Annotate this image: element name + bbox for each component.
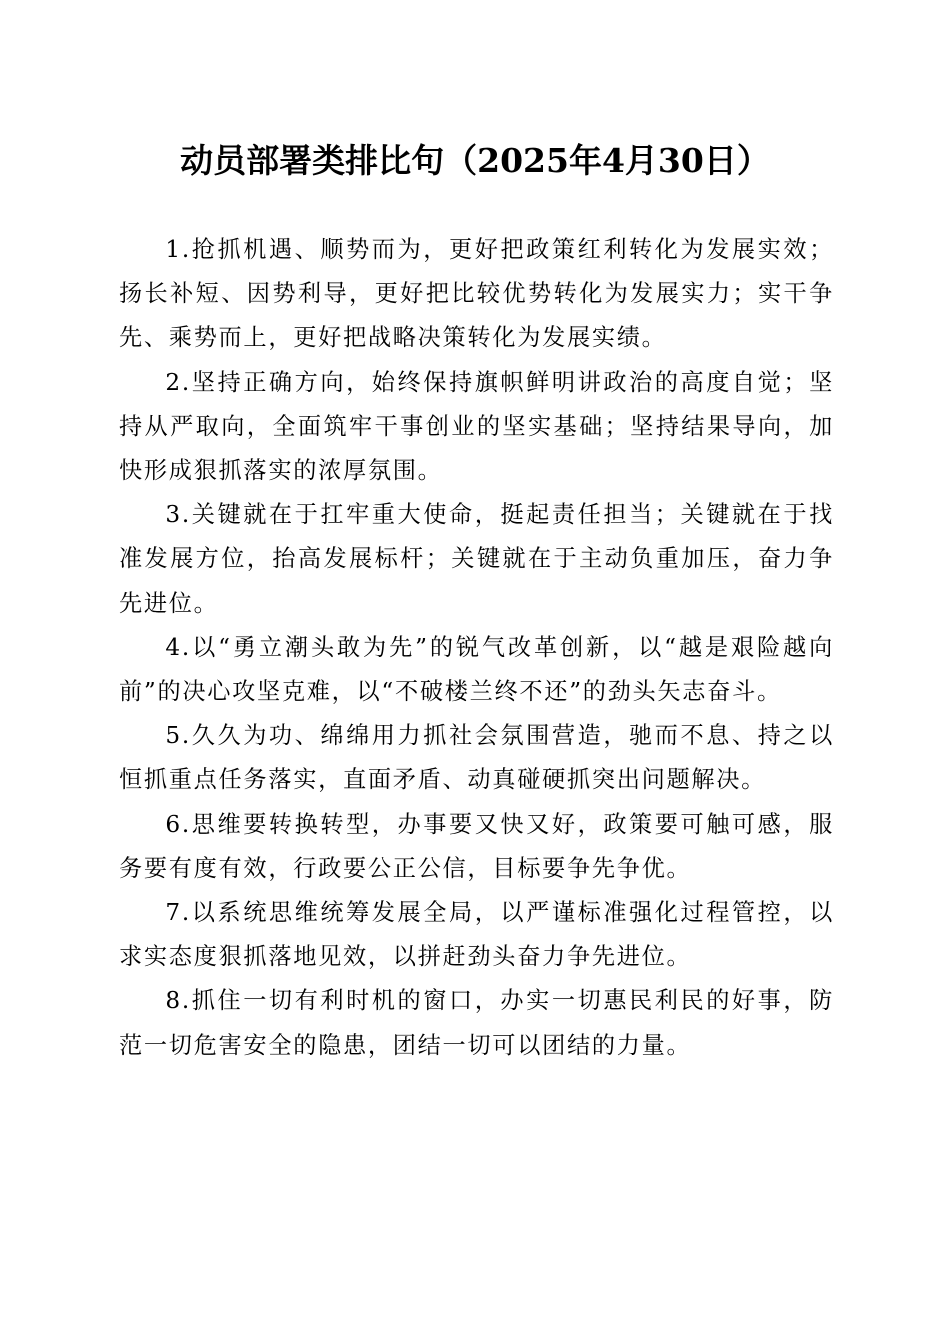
paragraph-7: 7.以系统思维统筹发展全局，以严谨标准强化过程管控，以求实态度狠抓落地见效，以拼赶劲头奋力争先进位。 (119, 899, 834, 971)
document-body (119, 228, 834, 1068)
paragraph-6: 6.思维要转换转型，办事要又快又好，政策要可触可感，服务要有度有效，行政要公正公信，目标要争先争优。 (119, 810, 834, 882)
paragraph-2: 2.坚持正确方向，始终保持旗帜鲜明讲政治的高度自觉；坚持从严取向，全面筑牢干事创业的坚实基础；坚持结果导向，加快形成狠抓落实的浓厚氛围。 (119, 368, 834, 485)
paragraph-5: 5.久久为功、绵绵用力抓社会氛围营造，驰而不息、持之以恒抓重点任务落实，直面矛盾、动真碰硬抓突出问题解决。 (119, 722, 834, 794)
paragraph-1: 1.抢抓机遇、顺势而为，更好把政策红利转化为发展实效；扬长补短、因势利导，更好把比较优势转化为发展实力；实干争先、乘势而上，更好把战略决策转化为发展实绩。 (119, 236, 834, 352)
paragraph-4: 4.以“勇立潮头敢为先”的锐气改革创新，以“越是艰险越向前”的决心攻坚克难，以“不破楼兰终不还”的劲头矢志奋斗。 (119, 633, 834, 706)
paragraph-3: 3.关键就在于扛牢重大使命，挺起责任担当；关键就在于找准发展方位，抬高发展标杆；关键就在于主动负重加压，奋力争先进位。 (119, 501, 834, 617)
document-title: 动员部署类排比句（2025年4月30日） (180, 141, 770, 180)
paragraph-8: 8.抓住一切有利时机的窗口，办实一切惠民利民的好事，防范一切危害安全的隐患，团结一切可以团结的力量。 (119, 987, 834, 1059)
